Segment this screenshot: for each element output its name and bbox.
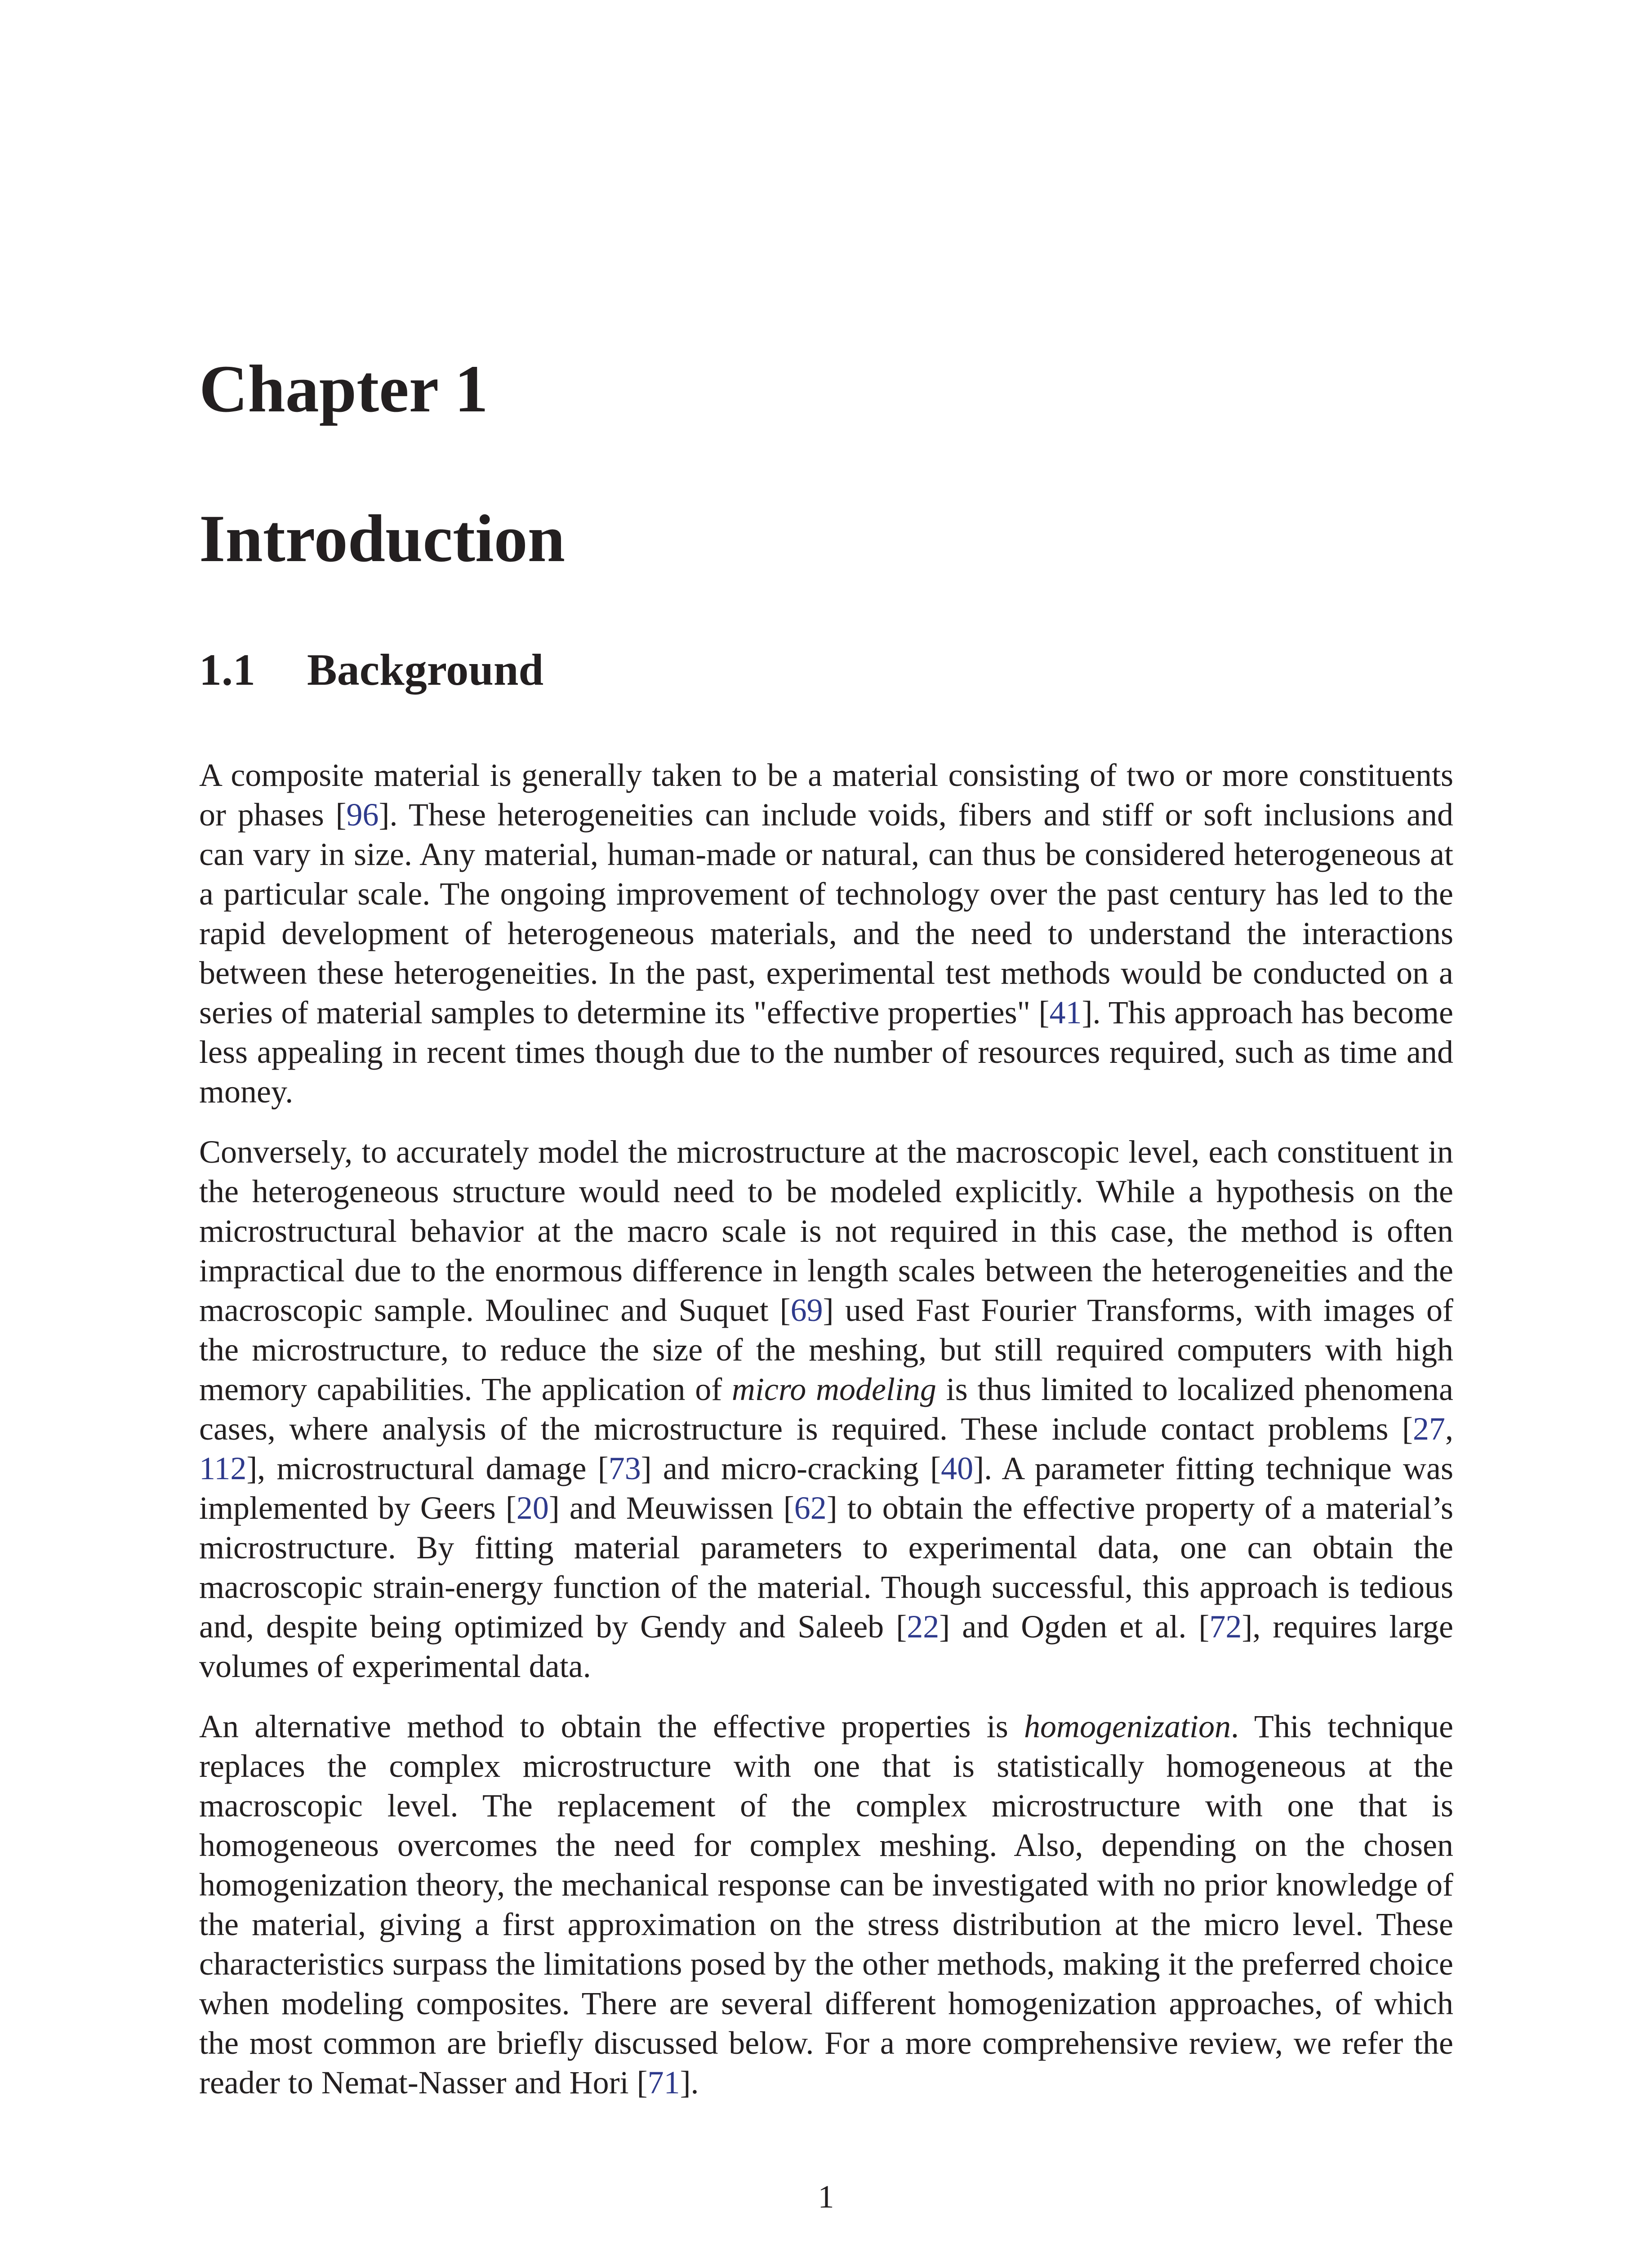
paragraph-1 xyxy=(199,755,1453,1111)
citation-link[interactable]: 40 xyxy=(941,1450,974,1486)
text-run: ]. These heterogeneities can include voids, fibers and stiff or soft inclusions and can vary in size. Any material, human-made or natural, can thus be considered heterogeneous at a particular scale. The ongoing improvement of technology over the past century has led to the rapid development of heterogeneous materials, and the need to understand the interactions between these heterogeneities. In the past, experimental test methods would be conducted on a series of material samples to determine its "effective properties" [ xyxy=(199,797,1453,1030)
text-run: ] and Meuwissen [ xyxy=(548,1490,794,1526)
text-run: . This technique replaces the complex microstructure with one that is statistically homogeneous at the macroscopic level. The replacement of the complex microstructure with one that is homogeneous overcomes the need for complex meshing. Also, depending on the chosen homogenization theory, the mechanical response can be investigated with no prior knowledge of the material, giving a first approximation on the stress distribution at the micro level. These characteristics surpass the limitations posed by the other methods, making it the preferred choice when modeling composites. There are several different homogenization approaches, of which the most common are briefly discussed below. For a more comprehensive review, we refer the reader to Nemat-Nasser and Hori [ xyxy=(199,1708,1453,2101)
citation-link[interactable]: 62 xyxy=(794,1490,827,1526)
emphasized-term: micro modeling xyxy=(731,1371,936,1407)
text-run: ]. This approach has become less appealing in recent times though due to the number of resources required, such as time and money. xyxy=(199,995,1454,1110)
citation-link[interactable]: 41 xyxy=(1049,995,1082,1030)
citation-link[interactable]: 69 xyxy=(790,1292,823,1328)
citation-link[interactable]: 96 xyxy=(346,797,379,833)
text-run: A composite material is generally taken to be a material consisting of two or more constituents or phases [ xyxy=(199,757,1453,833)
text-run: ]. A parameter fitting technique was implemented by Geers [ xyxy=(199,1450,1453,1526)
page-number: 1 xyxy=(818,2179,834,2215)
paragraph-3 xyxy=(199,1707,1453,2102)
paragraph-2 xyxy=(199,1132,1453,1686)
citation-link[interactable]: 22 xyxy=(907,1609,940,1645)
citation-link[interactable]: 112 xyxy=(199,1450,247,1486)
text-run: ] used Fast Fourier Transforms, with images of the microstructure, to reduce the size of the meshing, but still required computers with high memory capabilities. The application of xyxy=(199,1292,1453,1407)
text-run: ]. xyxy=(680,2065,699,2101)
citation-link[interactable]: 73 xyxy=(608,1450,641,1486)
chapter-label: Chapter 1 xyxy=(199,352,489,426)
section-title: Background xyxy=(307,645,544,695)
text-run: ] and micro-cracking [ xyxy=(641,1450,941,1486)
section-heading xyxy=(199,645,544,695)
text-run: Conversely, to accurately model the microstructure at the macroscopic level, each constituent in the heterogeneous structure would need to be modeled explicitly. While a hypothesis on the microstructural behavior at the macro scale is not required in this case, the method is often impractical due to the enormous difference in length scales between the heterogeneities and the macroscopic sample. Moulinec and Suquet [ xyxy=(199,1134,1453,1328)
body-text xyxy=(199,755,1453,2102)
section-number: 1.1 xyxy=(199,645,255,695)
citation-link[interactable]: 71 xyxy=(647,2065,680,2101)
emphasized-term: homogenization xyxy=(1024,1708,1231,1744)
text-run: is thus limited to localized phenomena cases, where analysis of the microstructure is required. These include contact problems [ xyxy=(199,1371,1453,1447)
chapter-title: Introduction xyxy=(199,501,566,576)
text-run: ] to obtain the effective property of a material’s microstructure. By fitting material parameters to experimental data, one can obtain the macroscopic strain-energy function of the material. Though successful, this approach is tedious and, despite being optimized by Gendy and Saleeb [ xyxy=(199,1490,1454,1645)
citation-link[interactable]: 20 xyxy=(516,1490,549,1526)
text-run: ] and Ogden et al. [ xyxy=(939,1609,1210,1645)
text-run: ], microstructural damage [ xyxy=(246,1450,609,1486)
text-run: An alternative method to obtain the effective properties is xyxy=(199,1708,1024,1744)
text-run: , xyxy=(1445,1411,1453,1447)
text-run: ], requires large volumes of experimental data. xyxy=(199,1609,1453,1684)
citation-link[interactable]: 72 xyxy=(1209,1609,1242,1645)
citation-link[interactable]: 27 xyxy=(1413,1411,1445,1447)
